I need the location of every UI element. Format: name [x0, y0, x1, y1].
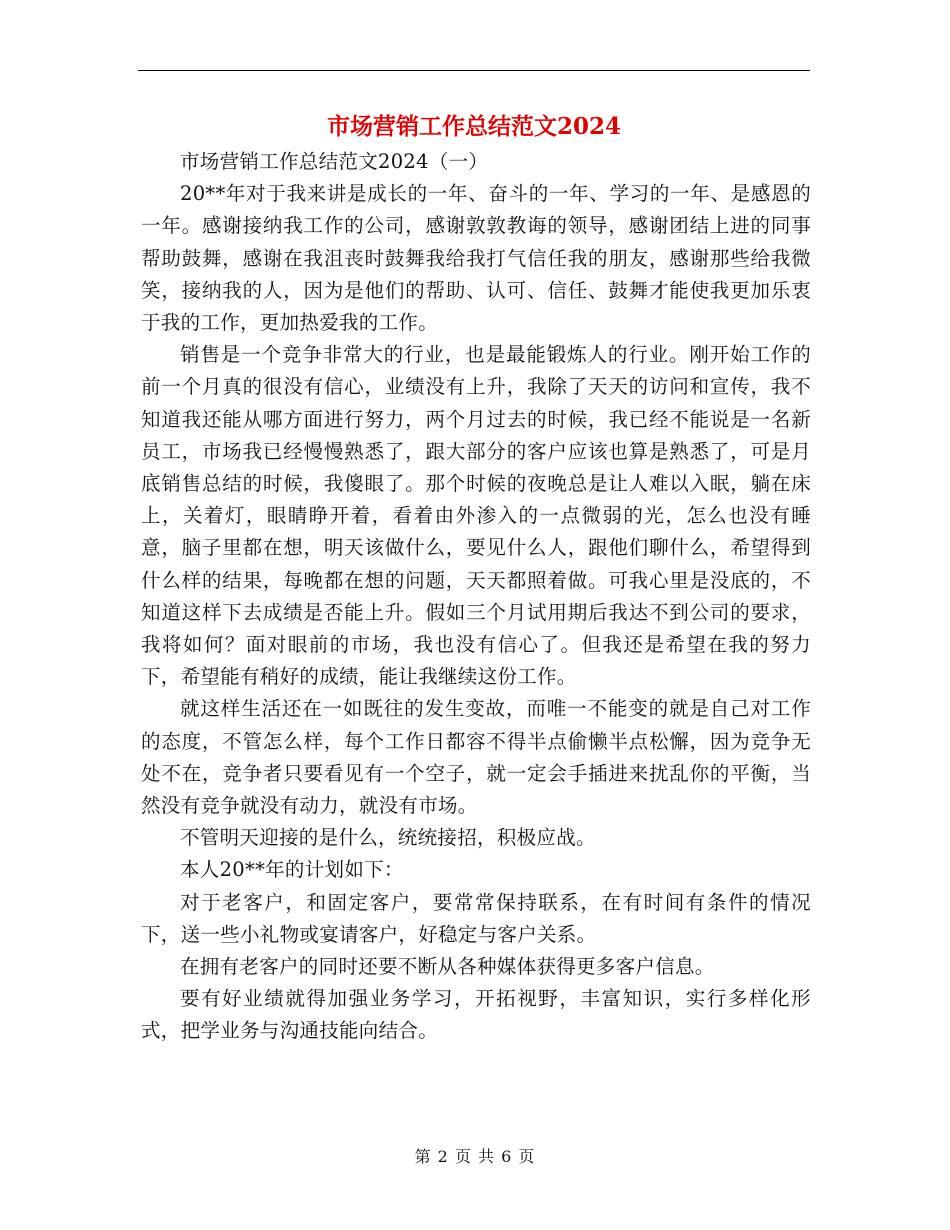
- body-paragraph: 销售是一个竞争非常大的行业，也是最能锻炼人的行业。刚开始工作的前一个月真的很没有信心，业绩没有上升，我除了天天的访问和宣传，我不知道我还能从哪方面进行努力，两个月过去的时候，我已经不能说是一名新员工，市场我已经慢慢熟悉了，跟大部分的客户应该也算是熟悉了，可是月底销售总结的时候，我傻眼了。那个时候的夜晚总是让人难以入眠，躺在床上，关着灯，眼睛睁开着，看着由外渗入的一点微弱的光，怎么也没有睡意，脑子里都在想，明天该做什么，要见什么人，跟他们聊什么，希望得到什么样的结果，每晚都在想的问题，天天都照着做。可我心里是没底的，不知道这样下去成绩是否能上升。假如三个月试用期后我达不到公司的要求，我将如何？面对眼前的市场，我也没有信心了。但我还是希望在我的努力下，希望能有稍好的成绩，能让我继续这份工作。: [141, 343, 811, 689]
- subtitle-paragraph: 市场营销工作总结范文2024（一）: [180, 150, 489, 173]
- body-paragraph: 本人20**年的计划如下：: [180, 858, 404, 882]
- body-paragraph: 要有好业绩就得加强业务学习，开拓视野，丰富知识，实行多样化形式，把学业务与沟通技能向结合。: [141, 987, 811, 1043]
- header-rule: [138, 70, 810, 71]
- body-paragraph: 不管明天迎接的是什么，统统接招，积极应战。: [180, 826, 596, 850]
- body-paragraph: 20**年对于我来讲是成长的一年、奋斗的一年、学习的一年、是感恩的一年。感谢接纳我工作的公司，感谢敦敦教诲的领导，感谢团结上进的同事帮助鼓舞，感谢在我沮丧时鼓舞我给我打气信任我的朋友，感谢那些给我微笑，接纳我的人，因为是他们的帮助、认可、信任、鼓舞才能使我更加乐衷于我的工作，更加热爱我的工作。: [141, 182, 811, 335]
- body-paragraph: 在拥有老客户的同时还要不断从各种媒体获得更多客户信息。: [180, 955, 715, 979]
- body-paragraph: 就这样生活还在一如既往的发生变故，而唯一不能变的就是自己对工作的态度，不管怎么样，每个工作日都容不得半点偷懒半点松懈，因为竞争无处不在，竞争者只要看见有一个空子，就一定会手插进来扰乱你的平衡，当然没有竞争就没有动力，就没有市场。: [141, 697, 811, 818]
- page-number-footer: 第 2 页 共 6 页: [414, 1147, 536, 1166]
- document-body: [141, 146, 811, 1048]
- body-paragraph: 对于老客户，和固定客户，要常常保持联系，在有时间有条件的情况下，送一些小礼物或宴请客户，好稳定与客户关系。: [141, 890, 811, 946]
- document-title: 市场营销工作总结范文2024: [326, 113, 621, 140]
